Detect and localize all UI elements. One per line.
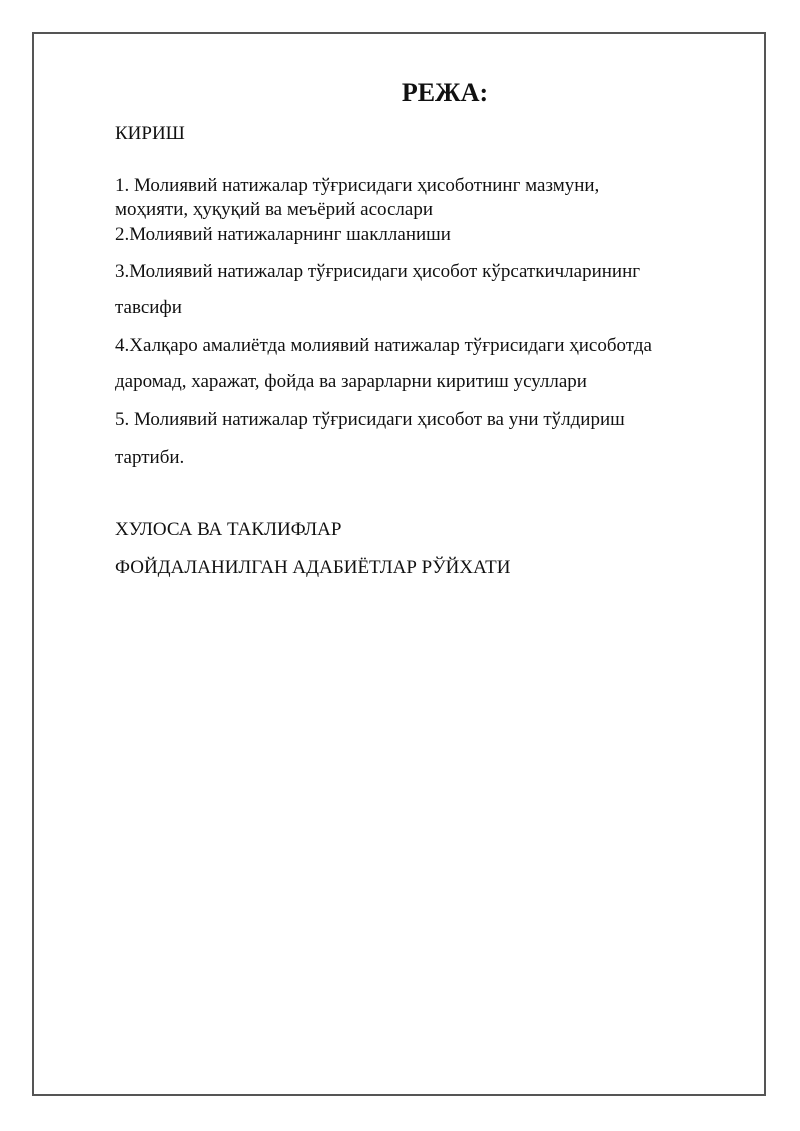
section-intro: КИРИШ [115, 123, 185, 144]
section-references: ФОЙДАЛАНИЛГАН АДАБИЁТЛАР РЎЙХАТИ [115, 557, 511, 578]
plan-item-1-line-1: 1. Молиявий натижалар тўғрисидаги ҳисоботнинг мазмуни, [115, 175, 600, 196]
plan-item-3-line-2: тавсифи [115, 297, 182, 318]
plan-item-4-line-1: 4.Халқаро амалиётда молиявий натижалар тўғрисидаги ҳисоботда [115, 335, 652, 356]
plan-item-3-line-1: 3.Молиявий натижалар тўғрисидаги ҳисобот кўрсаткичларининг [115, 261, 641, 282]
plan-item-5-line-2: тартиби. [115, 447, 185, 468]
section-conclusion: ХУЛОСА ВА ТАКЛИФЛАР [115, 519, 342, 540]
plan-item-1-line-2: моҳияти, ҳуқуқий ва меъёрий асослари [115, 199, 434, 220]
plan-item-5-line-1: 5. Молиявий натижалар тўғрисидаги ҳисобот ва уни тўлдириш [115, 409, 625, 430]
page-title: РЕЖА: [401, 78, 489, 107]
plan-item-2-line-1: 2.Молиявий натижаларнинг шаклланиши [115, 224, 451, 245]
plan-item-4-line-2: даромад, харажат, фойда ва зарарларни киритиш усуллари [115, 371, 587, 392]
